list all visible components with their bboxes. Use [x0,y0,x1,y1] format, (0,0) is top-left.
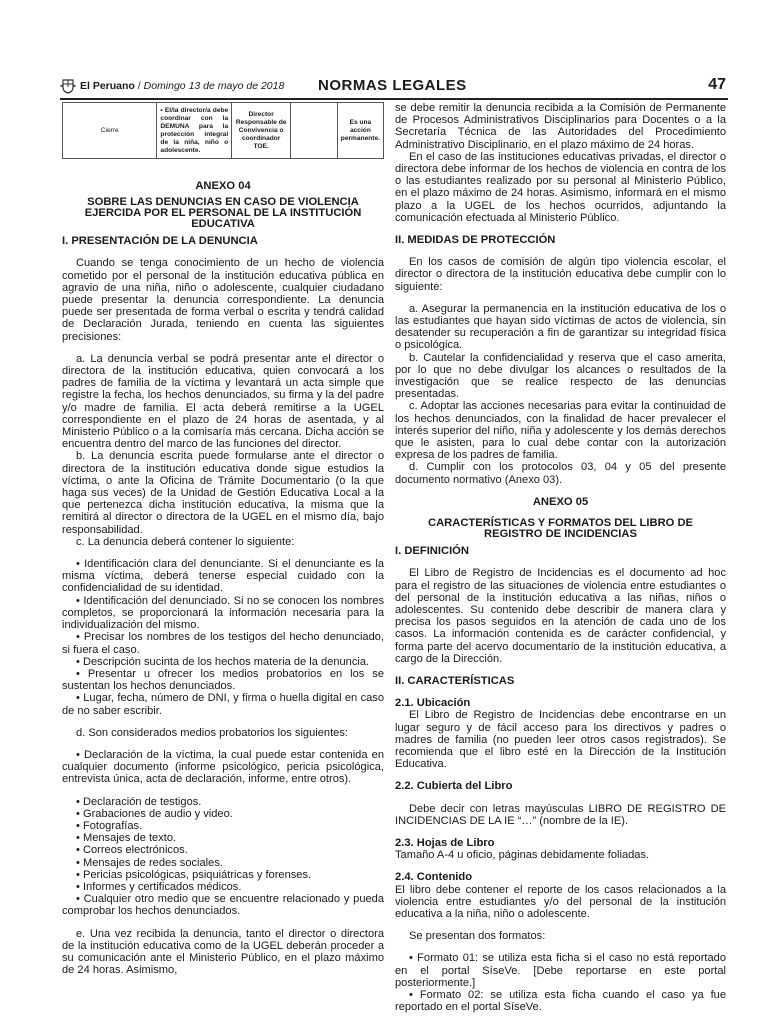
section-1-title: I. PRESENTACIÓN DE LA DENUNCIA [62,235,258,248]
header-publication: El Peruano / Domingo 13 de mayo de 2018 [80,80,285,92]
closure-table [62,102,384,159]
note-cell: Es una acción permanente. [337,103,383,159]
left-column [62,102,384,976]
paragraph-formats-intro: Se presentan dos formatos: [409,930,546,943]
list-item: d. Cumplir con los protocolos 03, 04 y 05 del presente documento normativo (Anexo 03). [395,461,726,486]
paragraph-a: a. La denuncia verbal se podrá presentar ante el director o directora de la institución educativa, quien convocará a los padres de familia de la víctima y levantará un acta simple que registre la fecha, los hechos denunciados, su firma y la del padre y/o madre de familia. El acta deberá remitirse a la UGEL correspondiente en el plazo de 24 horas de asentada, y al Ministerio Público o a la comisaría más cercana. Dicha acción se encuentra dentro del marco de las funciones del director. [62,352,384,451]
list-item: • Formato 02: se utiliza esta ficha cuando el caso ya fue reportado en el portal SíseVe. [395,988,726,1014]
paragraph-d: d. Son considerados medios probatorios los siguientes: [76,726,348,739]
annex-05-title: ANEXO 05 [532,495,589,508]
cover-title: 2.2. Cubierta del Libro [395,780,513,793]
paragraph: Cuando se tenga conocimiento de un hecho de violencia cometido por el personal de la institución educativa pública en agravio de una niña, niño o adolescente, cualquier ciudadano puede presentar la denuncia correspondiente. La denuncia puede ser presentada de forma verbal o escrita y tendrá calidad de Declaración Jurada, teniendo en cuenta las siguientes precisiones: [62,257,384,343]
paragraph-continuation: se debe remitir la denuncia recibida a la Comisión de Permanente de Procesos Administrativos Disciplinarios para Docentes o a la Secretaría Técnica de las Autoridades del Procedimiento Administrativo Disciplinario, en el plazo máximo de 24 horas. [395,102,726,151]
annex-04-title: ANEXO 04 [195,180,251,192]
header-section: NORMAS LEGALES [318,77,467,94]
list-item: • Grabaciones de audio y video. [76,807,233,820]
action-cell: • El/la director/a debe coordinar con la DEMUNA para la protección integral de la niña, niño o adolescente. [157,103,232,159]
deadline-cell [291,103,338,159]
list-item: • Informes y certificados médicos. [76,880,242,893]
content-title: 2.4. Contenido [395,871,473,884]
characteristics-title: II. CARACTERÍSTICAS [395,674,515,687]
paragraph-b: b. La denuncia escrita puede formularse ante el director o directora de la institución educativa donde sigue estudios la víctima, o ante la Oficina de Trámite Documentario (o la que haga sus veces) de la Unidad de Gestión Educativa Local a la que pertenezca dicha institución educativa, la misma que la remitirá al director o directora de la UGEL en el mismo día, bajo responsabilidad. [62,450,384,536]
publication-name: El Peruano [80,80,135,92]
page-header [60,76,728,98]
list-item: • Precisar los nombres de los testigos del hecho denunciado, si fuera el caso. [62,631,384,656]
responsible-cell: Director Responsable de Convivencia o coordinador TOE. [232,103,291,159]
list-item: • Cualquier otro medio que se encuentre relacionado y pueda comprobar los hechos denunciados. [62,893,384,918]
list-item: • Identificación clara del denunciante. Si el denunciante es la misma víctima, deberá tenerse especial cuidado con la confidencialidad de su identidad. [62,558,384,595]
list-item: • Mensajes de texto. [76,832,177,845]
definition-title: I. DEFINICIÓN [395,545,469,558]
right-column [395,102,726,1013]
list-item: • Declaración de la víctima, la cual puede estar contenida en cualquier documento (informe psicológico, pericia psicológica, entrevista única, acta de declaración, informe, entre otros). [62,748,384,786]
annex-05-subtitle: CARACTERÍSTICAS Y FORMATOS DEL LIBRO DE REGISTRO DE INCIDENCIAS [428,517,693,541]
paragraph-private-institutions: En el caso de las instituciones educativas privadas, el director o directora debe informar de los hechos de violencia en contra de los o las estudiantes realizado por su personal al Ministerio Público, en el plazo máximo de 24 horas. Asimismo, informará en el mismo plazo a la UGEL de los hechos ocurridos, adjuntando la comunicación efectuada al Ministerio Público. [395,150,726,224]
coat-of-arms-icon [60,78,76,94]
paragraph: En los casos de comisión de algún tipo violencia escolar, el director o directora de la institución educativa debe cumplir con lo siguiente: [395,256,726,293]
header-rule [60,98,728,100]
annex-04-subtitle: SOBRE LAS DENUNCIAS EN CASO DE VIOLENCIA EJERCIDA POR EL PERSONAL DE LA INSTITUCIÓN EDUCATIVA [84,196,362,231]
list-item: • Pericias psicológicas, psiquiátricas y forenses. [76,868,312,881]
sheets-title: 2.3. Hojas de Libro [395,836,495,849]
phase-cell: Cierre [63,103,157,159]
page-number: 47 [708,76,726,93]
list-item: • Formato 01: se utiliza esta ficha si el caso no está reportado en el portal SíseVe. [Debe reportarse en este portal posteriormente.] [395,952,726,989]
table-row [63,103,384,159]
list-item: • Descripción sucinta de los hechos materia de la denuncia. [76,655,370,668]
list-item: • Identificación del denunciado. Si no se conocen los nombres completos, se proporcionará la información necesaria para la individualización del mismo. [62,594,384,632]
list-item: • Correos electrónicos. [76,844,188,857]
publication-date: Domingo 13 de mayo de 2018 [143,80,285,92]
list-item: • Presentar u ofrecer los medios probatorios en los se sustentan los hechos denunciados. [62,667,384,693]
paragraph-content: El libro debe contener el reporte de los casos relacionados a la violencia entre estudiantes y/o del personal de la institución educativa a la niña, niño o adolescente. [395,883,726,920]
list-item: • Fotografías. [76,819,143,832]
list-item: c. Adoptar las acciones necesarias para evitar la continuidad de los hechos denunciados, con la finalidad de hacer prevalecer el interés superior del niño, niña y adolescente y los demás derechos que le asisten, para lo cual debe contar con la autorización expresa de los padres de familia. [395,400,726,462]
paragraph-location: El Libro de Registro de Incidencias debe encontrarse en un lugar seguro y de fácil acceso para los directivos y padres o madres de familia (no pueden leer otros casos registrados). Se recomienda que el libro esté en la Dirección de la Institución Educativa. [395,709,726,771]
list-item: • Declaración de testigos. [76,795,202,808]
paragraph-c: c. La denuncia deberá contener lo siguiente: [76,535,295,548]
paragraph-sheets: Tamaño A-4 u oficio, páginas debidamente foliadas. [395,849,650,862]
paragraph-cover: Debe decir con letras mayúsculas LIBRO DE REGISTRO DE INCIDENCIAS DE LA IE “…” (nombre de la IE). [395,802,726,827]
list-item: • Mensajes de redes sociales. [76,856,223,869]
section-2-title: II. MEDIDAS DE PROTECCIÓN [395,234,556,247]
paragraph-definition: El Libro de Registro de Incidencias es el documento ad hoc para el registro de las situaciones de violencia entre estudiantes o del personal de la institución educativa a las niñas, niños o adolescentes. Su contenido debe describir de manera clara y precisa los pasos seguidos en la atención de cada uno de los casos. La información contenida es de carácter confidencial, y forma parte del acervo documentario de la institución educativa, a cargo de la Dirección. [395,567,726,665]
paragraph-e: e. Una vez recibida la denuncia, tanto el director o directora de la institución educativa como de la UGEL deberán proceder a su comunicación ante el Ministerio Público, en el plazo máximo de 24 horas. Asimismo, [62,927,384,977]
location-title: 2.1. Ubicación [395,697,471,710]
list-item: a. Asegurar la permanencia en la institución educativa de los o las estudiantes que hayan sido víctimas de actos de violencia, sin desatender su recuperación a fin de garantizar su integridad física o psicológica. [395,302,726,352]
list-item: • Lugar, fecha, número de DNI, y firma o huella digital en caso de no saber escribir. [62,692,384,717]
list-item: b. Cautelar la confidencialidad y reserva que el caso amerita, por lo que no debe divulgar los alcances o resultados de la investigación que se realice respecto de las denuncias presentadas. [395,351,726,401]
